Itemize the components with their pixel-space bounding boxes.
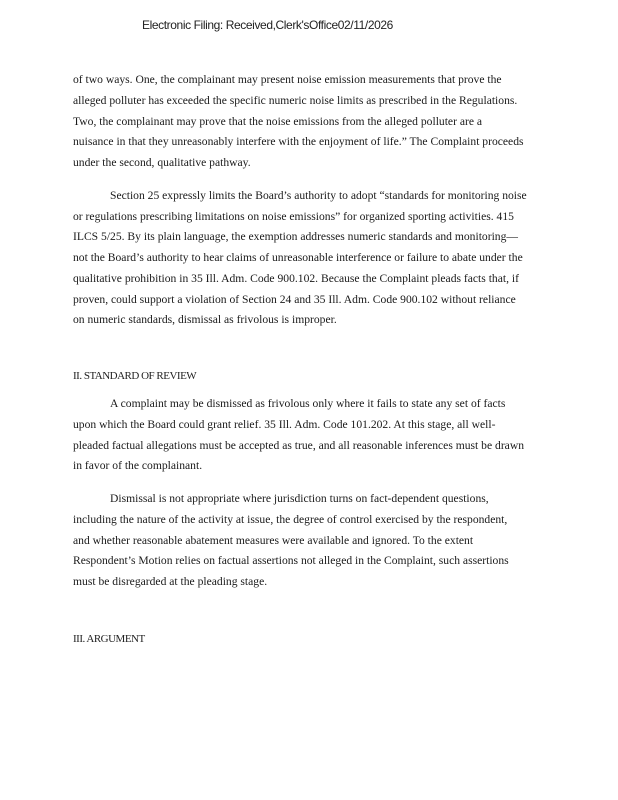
text-line: of two ways. One, the complainant may present noise emission measurements that prove the xyxy=(73,73,502,86)
text-line: A complaint may be dismissed as frivolous only where it fails to state any set of facts xyxy=(110,397,506,410)
text-line: alleged polluter has exceeded the specific numeric noise limits as prescribed in the Regulations. xyxy=(73,93,518,107)
text-line: and whether reasonable abatement measures were available and ignored. To the extent xyxy=(73,533,474,547)
paragraph-section-25 xyxy=(73,186,553,331)
document-body xyxy=(73,70,553,645)
section-heading-argument: III. ARGUMENT xyxy=(73,632,145,645)
text-line: must be disregarded at the pleading stage. xyxy=(73,575,268,588)
text-line: in favor of the complainant. xyxy=(73,459,203,473)
text-line: upon which the Board could grant relief. 35 Ill. Adm. Code 101.202. At this stage, all well- xyxy=(73,417,496,431)
text-line: Respondent’s Motion relies on factual assertions not alleged in the Complaint, such assertions xyxy=(73,554,509,568)
filing-stamp: Electronic Filing: Received,Clerk'sOffice02/11/2026 xyxy=(142,18,393,32)
text-line: proven, could support a violation of Section 24 and 35 Ill. Adm. Code 900.102 without reliance xyxy=(73,292,516,306)
text-line: including the nature of the activity at issue, the degree of control exercised by the respondent, xyxy=(73,512,508,526)
text-line: or regulations prescribing limitations on noise emissions” for organized sporting activities. 415 xyxy=(73,209,514,223)
text-line: Dismissal is not appropriate where jurisdiction turns on fact-dependent questions, xyxy=(110,492,489,505)
text-line: not the Board’s authority to hear claims of unreasonable interference or failure to abate under the xyxy=(73,251,523,264)
section-heading-standard-of-review: II. STANDARD OF REVIEW xyxy=(73,370,197,382)
text-line: under the second, qualitative pathway. xyxy=(73,156,251,169)
paragraph-dismissal-not-appropriate xyxy=(73,489,553,593)
text-line: Two, the complainant may prove that the noise emissions from the alleged polluter are a xyxy=(73,114,483,128)
text-line: pleaded factual allegations must be accepted as true, and all reasonable inferences must be drawn xyxy=(73,438,524,452)
text-line: Section 25 expressly limits the Board’s authority to adopt “standards for monitoring noise xyxy=(110,188,527,202)
text-line: qualitative prohibition in 35 Ill. Adm. Code 900.102. Because the Complaint pleads facts that, if xyxy=(73,271,519,285)
text-line: nuisance in that they unreasonably interfere with the enjoyment of life.” The Complaint proceeds xyxy=(73,135,524,149)
text-line: on numeric standards, dismissal as frivolous is improper. xyxy=(73,313,337,327)
text-line: ILCS 5/25. By its plain language, the exemption addresses numeric standards and monitoring— xyxy=(73,230,518,244)
paragraph-frivolous-standard xyxy=(73,394,553,477)
paragraph-two-ways xyxy=(73,70,553,174)
